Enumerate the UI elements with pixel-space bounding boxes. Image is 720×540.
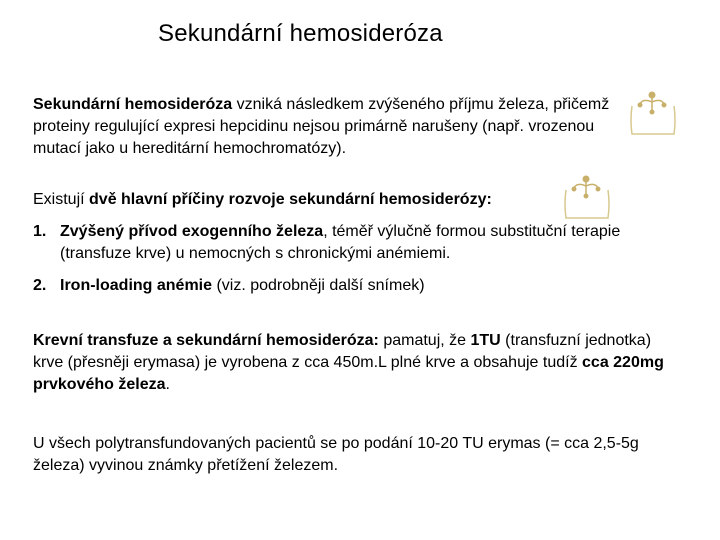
definition-term: Sekundární hemosideróza [33, 96, 233, 113]
definition-text: vzniká následkem zvýšeného příjmu železa, přičemž proteiny regulující expresi hepcidinu nejsou primárně narušeny (např. vrozenou mutací jako u hereditární hemochromatózy). [33, 96, 610, 157]
list-item-text: , téměř výlučně formou substituční terapie (transfuze krve) u nemocných s chronickými anémiemi. [60, 223, 621, 262]
causes-intro-text: Existují [33, 191, 90, 208]
decorative-ornament-icon [562, 172, 612, 227]
list-item [33, 275, 653, 297]
decorative-ornament-icon [628, 88, 678, 143]
paragraph-causes-intro [33, 189, 633, 211]
transfusion-unit: 1TU [470, 332, 501, 349]
paragraph-polytransfused [33, 433, 643, 477]
causes-intro-bold: dvě hlavní příčiny rozvoje sekundární hemosiderózy: [89, 191, 492, 208]
transfusion-text-1: pamatuj, že [378, 332, 471, 349]
list-item-text: (viz. podrobněji další snímek) [212, 277, 425, 294]
paragraph-definition [33, 94, 633, 160]
list-item-bold: Iron-loading anémie [60, 277, 213, 294]
paragraph-transfusion [33, 330, 673, 396]
transfusion-heading: Krevní transfuze a sekundární hemosideróza: [33, 332, 379, 349]
list-number: 1. [33, 223, 47, 240]
transfusion-text-2: (transfuzní jednotka) krve (přesněji erymasa) je vyrobena z cca 450m.L plné krve a obsahuje tudíž [33, 332, 652, 371]
page-title: Sekundární hemosideróza [158, 20, 443, 47]
list-item-bold: Zvýšený přívod exogenního železa [60, 223, 324, 240]
list-item-content [60, 221, 653, 265]
list-item [33, 221, 653, 265]
list-number: 2. [33, 277, 47, 294]
transfusion-text-3: . [165, 376, 170, 393]
list-item-content [60, 275, 653, 297]
transfusion-iron-amount: cca 220mg prvkového železa [33, 354, 664, 393]
polytransfused-text: U všech polytransfundovaných pacientů se po podání 10-20 TU erymas (= cca 2,5-5g železa) vyvinou známky přetížení železem. [33, 435, 639, 474]
